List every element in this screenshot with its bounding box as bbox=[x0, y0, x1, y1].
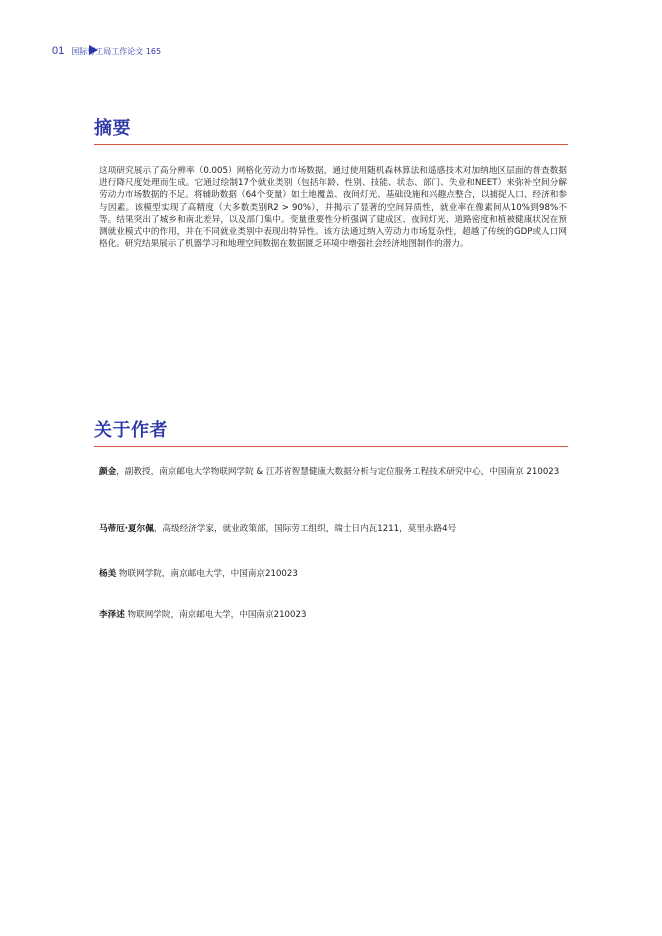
abstract-heading: 摘要 bbox=[94, 118, 131, 139]
author-affiliation: ，副教授，南京邮电大学物联网学院 & 江苏省智慧健康大数据分析与定位服务工程技术研究中心，中国南京 210023 bbox=[116, 467, 560, 477]
author-affiliation: ，高级经济学家，就业政策部，国际劳工组织，瑞士日内瓦1211，莫里永路4号 bbox=[153, 524, 457, 534]
author-entry bbox=[99, 609, 567, 621]
author-entry bbox=[99, 568, 567, 580]
author-affiliation: 物联网学院，南京邮电大学，中国南京210023 bbox=[124, 610, 307, 620]
authors-heading: 关于作者 bbox=[94, 420, 168, 441]
abstract-divider bbox=[94, 144, 568, 145]
author-entry bbox=[99, 466, 567, 478]
page-number: 01 bbox=[52, 45, 65, 57]
abstract-text: 这项研究展示了高分辨率（0.005）网格化劳动力市场数据，通过使用随机森林算法和遥感技术对加纳地区层面的普查数据进行降尺度处理而生成。它通过绘制17个就业类别（包括年龄、性别、技能、状态、部门、失业和NEET）来弥补空间分解劳动力市场数据的不足。将辅助数据（64个变量）如土地覆盖、夜间灯光、基础设施和兴趣点整合，以捕捉人口、经济和参与因素。该模型实现了高精度（大多数类别R2 > 90%），并揭示了显著的空间异质性，就业率在像素间从10%到98%不等。结果突出了城乡和南北差异，以及部门集中。变量重要性分析强调了建成区、夜间灯光、道路密度和植被健康状况在预测就业模式中的作用，并在不同就业类别中表现出特异性。该方法通过纳入劳动力市场复杂性，超越了传统的GDP或人口网格化。研究结果展示了机器学习和地理空间数据在数据匮乏环境中增强社会经济地图制作的潜力。 bbox=[99, 166, 567, 250]
series-title-text: 国际劳工局工作论文 165 bbox=[71, 46, 162, 56]
author-name: 颜金 bbox=[99, 467, 117, 477]
author-name: 李泽述 bbox=[99, 610, 125, 620]
author-name: 马蒂厄·夏尔佩 bbox=[99, 524, 154, 534]
triangle-arrow-icon bbox=[89, 45, 98, 55]
authors-divider bbox=[94, 446, 568, 447]
author-name: 杨美 bbox=[99, 569, 117, 579]
author-affiliation: 物联网学院，南京邮电大学，中国南京210023 bbox=[116, 569, 298, 579]
series-title bbox=[71, 46, 161, 57]
running-header bbox=[52, 44, 161, 58]
author-entry bbox=[99, 523, 567, 535]
